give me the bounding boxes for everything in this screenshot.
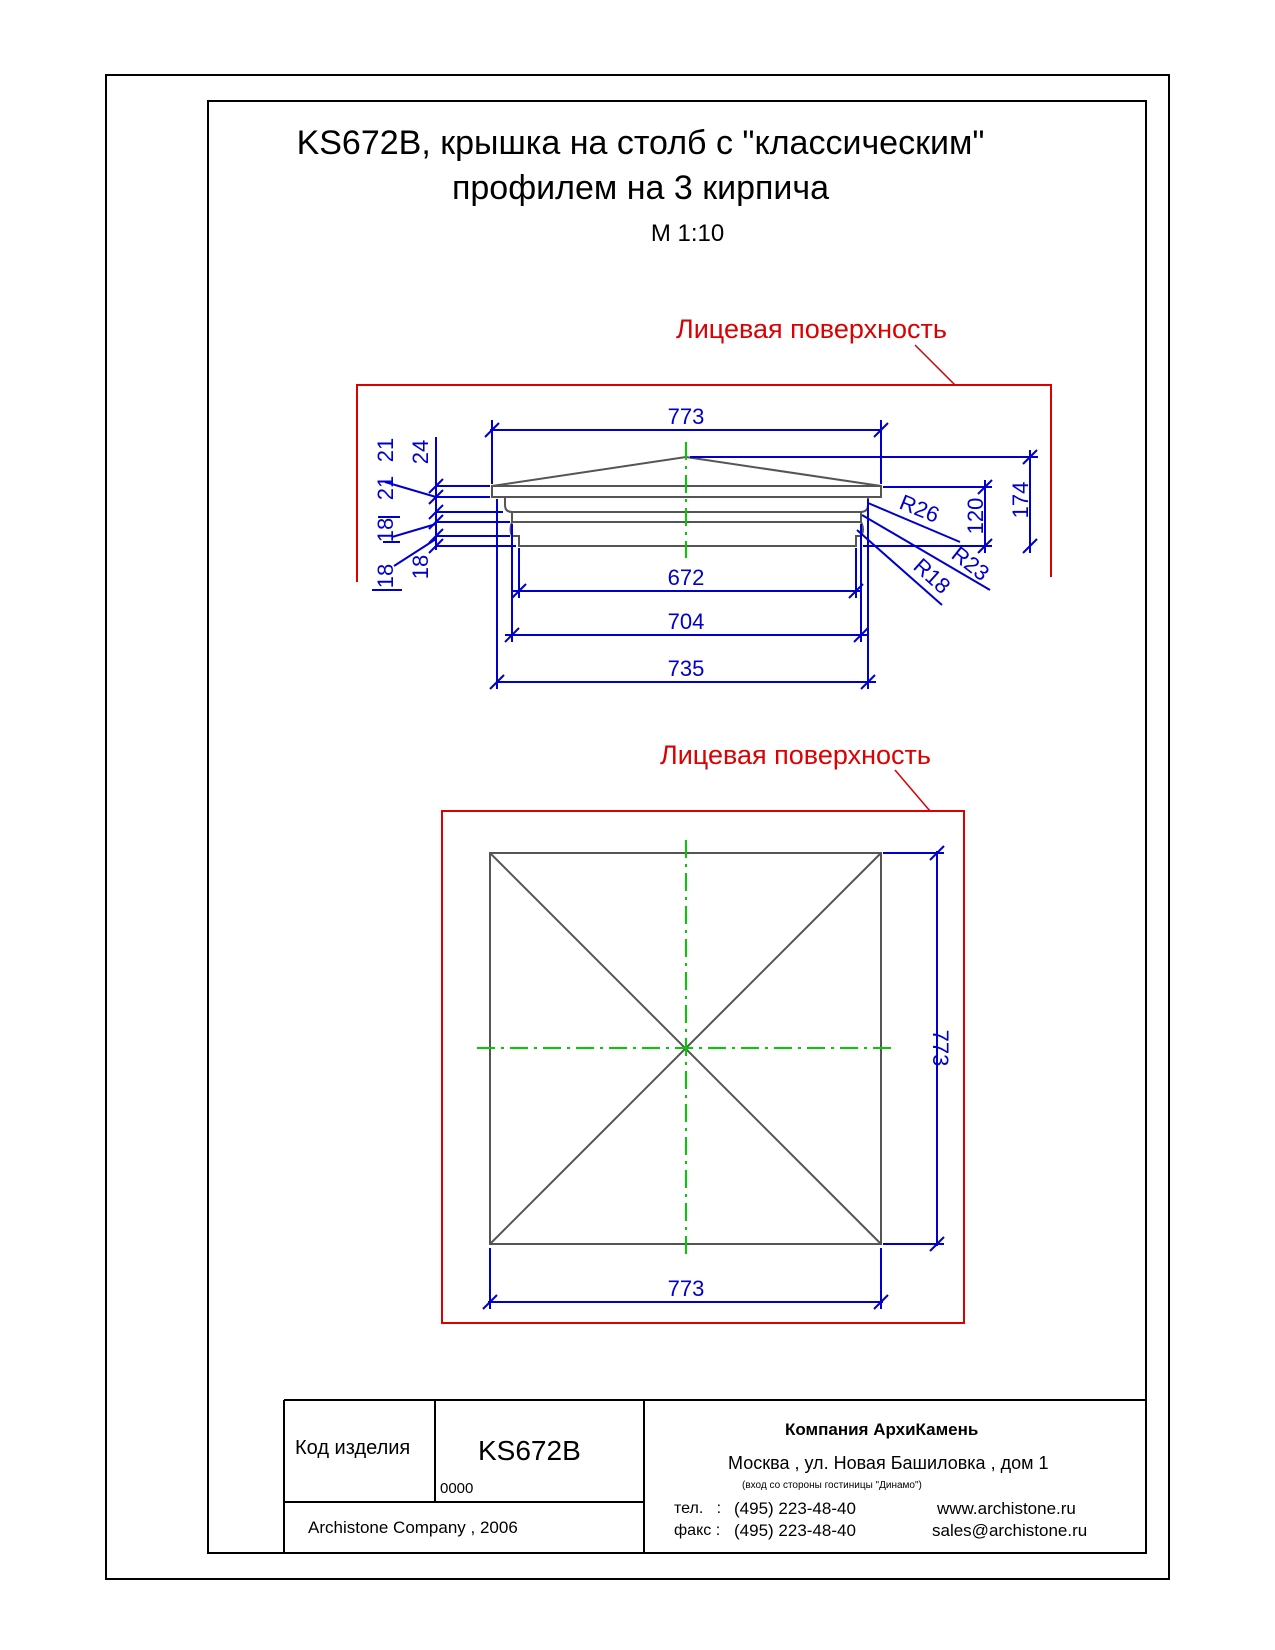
- copyright: Archistone Company , 2006: [308, 1518, 518, 1537]
- side-dimension-texts: [373, 404, 1033, 681]
- dim-left-18a: 18: [373, 517, 398, 543]
- dim-120: 120: [963, 497, 988, 535]
- dim-left-24: 24: [408, 439, 433, 465]
- face-surface-leader-top: [915, 345, 955, 385]
- dim-r26: R26: [896, 489, 943, 528]
- company-address: Москва , ул. Новая Башиловка , дом 1: [728, 1453, 1049, 1473]
- plan-dim-height: 773: [928, 1029, 953, 1067]
- plan-dim-width: 773: [667, 1276, 705, 1301]
- outer-frame: [106, 75, 1169, 1579]
- face-surface-label-bottom: Лицевая поверхность: [660, 740, 931, 770]
- drawing-scale: М 1:10: [650, 220, 725, 247]
- dim-672: 672: [667, 565, 705, 590]
- drawing-title-line2: профилем на 3 кирпича: [451, 169, 830, 207]
- code-value: KS672B: [478, 1435, 581, 1466]
- dim-left-18b: 18: [373, 563, 398, 589]
- email-link[interactable]: sales@archistone.ru: [932, 1521, 1088, 1540]
- fax-label: факс :: [674, 1522, 721, 1539]
- website-link[interactable]: www.archistone.ru: [937, 1499, 1076, 1518]
- dim-704: 704: [667, 609, 705, 634]
- face-surface-label-top: Лицевая поверхность: [676, 314, 947, 344]
- tel-value: (495) 223-48-40: [734, 1499, 856, 1518]
- tel-label: тел. :: [674, 1500, 722, 1517]
- dim-r18: R18: [908, 553, 956, 599]
- drawing-title-line1: KS672B, крышка на столб с "классическим": [296, 124, 985, 162]
- dim-left-21b: 21: [373, 475, 398, 501]
- company-name: Компания АрхиКамень: [785, 1420, 979, 1439]
- dim-773-top: 773: [667, 404, 705, 429]
- dim-left-21a: 21: [373, 437, 398, 463]
- dim-left-18c: 18: [408, 554, 433, 580]
- address-note: (вход со стороны гостиницы "Динамо"): [742, 1480, 922, 1491]
- plan-dimension-texts: [668, 1030, 953, 1301]
- dim-r23: R23: [946, 541, 995, 586]
- dim-174: 174: [1008, 481, 1033, 519]
- face-surface-leader-bottom: [895, 770, 930, 811]
- dim-735: 735: [667, 656, 705, 681]
- fax-value: (495) 223-48-40: [734, 1521, 856, 1540]
- code-sub: 0000: [440, 1480, 474, 1497]
- code-label: Код изделия: [295, 1437, 411, 1459]
